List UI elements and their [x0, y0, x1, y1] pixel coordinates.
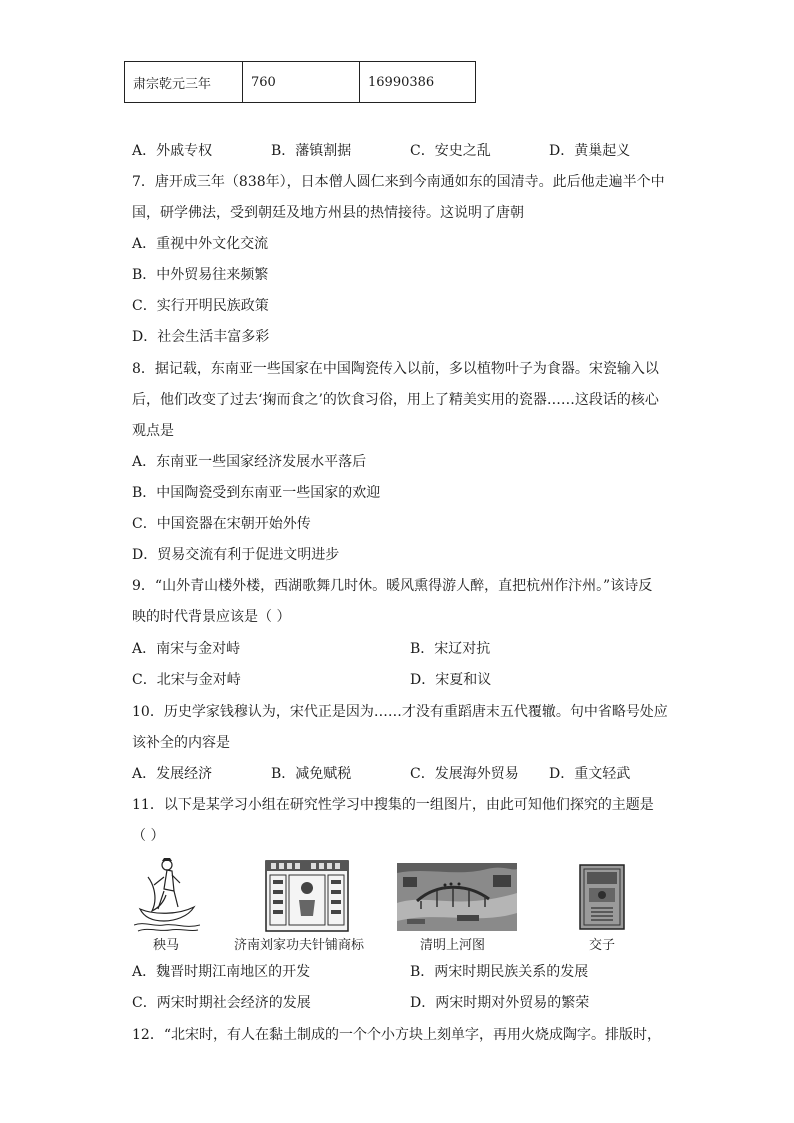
- q10-stem-line-1: 10．历史学家钱穆认为，宋代正是因为……才没有重蹈唐末五代覆辙。句中省略号处应: [132, 704, 668, 720]
- jiaozi-banknote-illustration: [579, 864, 625, 930]
- q8-stem-line-1: 8．据记载，东南亚一些国家在中国陶瓷传入以前，多以植物叶子为食器。宋瓷输入以: [132, 361, 659, 377]
- q10-stem-line-2: 该补全的内容是: [132, 735, 230, 751]
- q7-stem-line-1: 7．唐开成三年（838年），日本僧人圆仁来到今南通如东的国清寺。此后他走遍半个中: [132, 174, 665, 190]
- q11-option-a[interactable]: A．魏晋时期江南地区的开发: [132, 964, 311, 980]
- q8-option-a[interactable]: A．东南亚一些国家经济发展水平落后: [132, 454, 367, 470]
- q9-option-a[interactable]: A．南宋与金对峙: [132, 641, 241, 657]
- yangma-illustration: [134, 855, 200, 933]
- table-row: [125, 62, 476, 103]
- q7-option-a[interactable]: A．重视中外文化交流: [132, 236, 269, 252]
- q10-option-b[interactable]: B．减免赋税: [271, 766, 352, 782]
- q7-option-d[interactable]: D．社会生活丰富多彩: [132, 329, 270, 345]
- q12-stem-line-1: 12．“北宋时，有人在黏土制成的一个个小方块上刻单字，再用火烧成陶字。排版时，: [132, 1027, 661, 1043]
- q11-option-c[interactable]: C．两宋时期社会经济的发展: [132, 995, 311, 1011]
- q9-option-d[interactable]: D．宋夏和议: [410, 672, 492, 688]
- q6-option-c[interactable]: C．安史之乱: [410, 143, 491, 159]
- table-cell-population: 16990386: [360, 62, 476, 103]
- caption-yangma: 秧马: [153, 938, 180, 953]
- q8-option-d[interactable]: D．贸易交流有利于促进文明进步: [132, 547, 340, 563]
- trademark-print-illustration: [265, 860, 349, 932]
- q9-stem-line-1: 9．“山外青山楼外楼，西湖歌舞几时休。暖风熏得游人醉，直把杭州作汴州。”该诗反: [132, 578, 653, 594]
- q11-option-d[interactable]: D．两宋时期对外贸易的繁荣: [410, 995, 590, 1011]
- qingming-painting-illustration: [397, 863, 517, 931]
- q6-option-d[interactable]: D．黄巢起义: [549, 143, 631, 159]
- q7-option-b[interactable]: B．中外贸易往来频繁: [132, 267, 269, 283]
- table-cell-era: 肃宗乾元三年: [125, 62, 243, 103]
- q11-stem-line-1: 11．以下是某学习小组在研究性学习中搜集的一组图片，由此可知他们探究的主题是: [132, 797, 654, 813]
- q9-stem-line-2: 映的时代背景应该是（ ）: [132, 609, 291, 625]
- q8-option-b[interactable]: B．中国陶瓷受到东南亚一些国家的欢迎: [132, 485, 381, 501]
- q10-option-c[interactable]: C．发展海外贸易: [410, 766, 519, 782]
- q8-option-c[interactable]: C．中国瓷器在宋朝开始外传: [132, 516, 311, 532]
- q10-option-d[interactable]: D．重文轻武: [549, 766, 631, 782]
- q9-option-b[interactable]: B．宋辽对抗: [410, 641, 491, 657]
- data-table: [124, 61, 476, 103]
- q8-stem-line-3: 观点是: [132, 423, 174, 439]
- q11-option-b[interactable]: B．两宋时期民族关系的发展: [410, 964, 589, 980]
- q8-stem-line-2: 后，他们改变了过去‘掬而食之’的饮食习俗，用上了精美实用的瓷器……这段话的核心: [132, 392, 659, 408]
- caption-qingming: 清明上河图: [420, 938, 486, 953]
- q6-option-a[interactable]: A．外戚专权: [132, 143, 213, 159]
- q6-option-b[interactable]: B．藩镇割据: [271, 143, 352, 159]
- q9-option-c[interactable]: C．北宋与金对峙: [132, 672, 241, 688]
- q7-stem-line-2: 国，研学佛法，受到朝廷及地方州县的热情接待。这说明了唐朝: [132, 205, 524, 221]
- q10-option-a[interactable]: A．发展经济: [132, 766, 213, 782]
- caption-trademark: 济南刘家功夫针铺商标: [234, 938, 365, 953]
- table-cell-year: 760: [243, 62, 360, 103]
- caption-jiaozi: 交子: [589, 938, 616, 953]
- q11-stem-line-2: （ ）: [132, 828, 165, 844]
- q7-option-c[interactable]: C．实行开明民族政策: [132, 298, 269, 314]
